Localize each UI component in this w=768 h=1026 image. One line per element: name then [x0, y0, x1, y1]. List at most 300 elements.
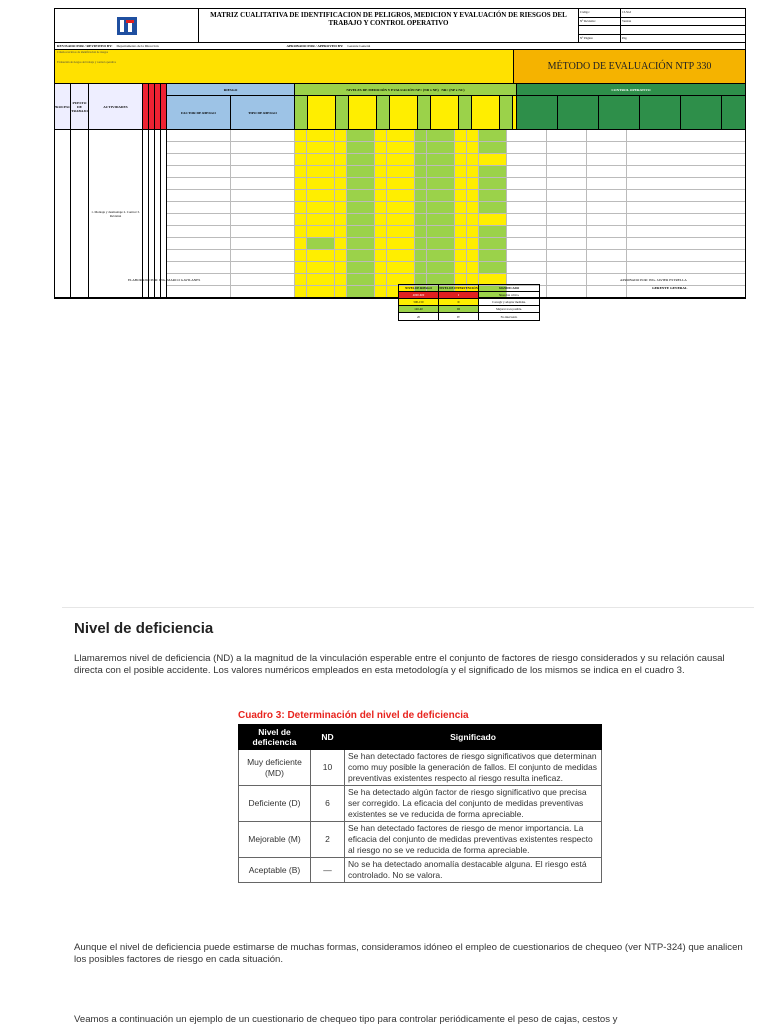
matrix-grid-cell	[547, 154, 587, 165]
cell-nd: 2	[311, 822, 345, 858]
cell-nivel: Aceptable (B)	[239, 858, 311, 883]
matrix-grid-cell	[167, 286, 231, 297]
footer-aprobado-sub: GERENTE GENERAL	[652, 286, 688, 290]
matrix-grid-cell	[455, 154, 467, 165]
col-niveles	[295, 84, 516, 96]
matrix-grid-cell	[507, 250, 547, 261]
matrix-grid-row	[167, 262, 745, 274]
matrix-grid-cell	[307, 214, 335, 225]
matrix-grid-cell	[347, 214, 375, 225]
matrix-grid-cell	[347, 226, 375, 237]
matrix-grid-cell	[627, 202, 745, 213]
matrix-grid-cell	[627, 238, 745, 249]
matrix-grid-cell	[375, 130, 387, 141]
matrix-grid-cell	[231, 130, 295, 141]
matrix-grid-cell	[295, 190, 307, 201]
meta-value: 13-SGI	[622, 10, 631, 14]
matrix-grid-cell	[467, 202, 479, 213]
matrix-grid-row	[167, 178, 745, 190]
matrix-grid-cell	[507, 178, 547, 189]
matrix-grid-cell	[415, 154, 427, 165]
section-heading: Nivel de deficiencia	[74, 620, 214, 637]
meta-value	[621, 26, 623, 34]
matrix-title: MATRIZ CUALITATIVA DE IDENTIFICACION DE PELIGROS, MEDICION Y EVALUACIÓN DE RIESGOS DEL TRABAJO Y CONTROL OPERATIVO	[199, 9, 579, 42]
matrix-grid-cell	[547, 274, 587, 285]
col-control: CONTROL OPERATIVO	[517, 84, 745, 96]
matrix-grid-cell	[627, 178, 745, 189]
col-tipo: TIPO DE RIESGO	[231, 96, 294, 129]
cell-significado: No se ha detectado anomalía destacable alguna. El riesgo está controlado. No se valora.	[345, 858, 602, 883]
matrix-grid-cell	[467, 214, 479, 225]
matrix-grid-cell	[167, 250, 231, 261]
niveles-subcols	[295, 96, 516, 129]
matrix-grid-cell	[375, 202, 387, 213]
meta-value: Pág.	[622, 35, 628, 40]
matrix-grid-cell	[295, 274, 307, 285]
matrix-grid-cell	[347, 190, 375, 201]
cell-nivel: Muy deficiente (MD)	[239, 750, 311, 786]
matrix-grid-cell	[415, 238, 427, 249]
meta-key: N° Página:	[579, 35, 621, 44]
matrix-grid-cell	[479, 166, 507, 177]
approved-label: APROBADO POR / APPROVED BY:	[286, 44, 344, 48]
table-row	[239, 750, 602, 786]
section-divider	[62, 607, 754, 608]
matrix-grid-cell	[587, 202, 627, 213]
matrix-grid-cell	[307, 262, 335, 273]
matrix-grid-cell	[387, 154, 415, 165]
matrix-grid-cell	[335, 286, 347, 297]
legend-range: 4000-600	[399, 292, 439, 298]
matrix-grid-cell	[467, 250, 479, 261]
matrix-grid-cell	[415, 130, 427, 141]
matrix-grid	[167, 130, 745, 297]
cell-nd: —	[311, 858, 345, 883]
matrix-grid-cell	[427, 142, 455, 153]
matrix-grid-cell	[231, 142, 295, 153]
matrix-grid-cell	[295, 166, 307, 177]
matrix-grid-cell	[547, 238, 587, 249]
matrix-grid-cell	[307, 226, 335, 237]
criteria-text-2: Evaluación de riesgos del trabajo y control operativo	[57, 60, 117, 64]
matrix-grid-cell	[375, 190, 387, 201]
reviewed-by: Departamento de la Dirección	[116, 44, 159, 48]
matrix-grid-cell	[375, 214, 387, 225]
matrix-column-headers	[55, 84, 745, 130]
matrix-grid-cell	[295, 286, 307, 297]
matrix-grid-cell	[587, 286, 627, 297]
matrix-grid-cell	[335, 226, 347, 237]
matrix-grid-cell	[167, 130, 231, 141]
matrix-grid-cell	[335, 154, 347, 165]
matrix-grid-row	[167, 226, 745, 238]
matrix-left-col	[55, 130, 167, 297]
matrix-grid-cell	[415, 262, 427, 273]
matrix-grid-cell	[347, 166, 375, 177]
matrix-grid-cell	[587, 142, 627, 153]
legend-header: NIVEL DE INTERVENCIÓN	[439, 286, 478, 290]
niveles-label: NIVELES DE MEDICIÓN Y EVALUACIÓN NP= (ND x NE)	[346, 87, 439, 92]
matrix-grid-cell	[467, 226, 479, 237]
matrix-grid-row	[167, 250, 745, 262]
matrix-grid-cell	[347, 238, 375, 249]
cell-significado: Se han detectado factores de riesgo de menor importancia. La eficacia del conjunto de medidas preventivas existentes respecto al riesgo no se ve reducida de forma apreciable.	[345, 822, 602, 858]
matrix-grid-cell	[335, 214, 347, 225]
matrix-grid-cell	[335, 238, 347, 249]
table-row	[239, 858, 602, 883]
matrix-body	[55, 130, 745, 298]
matrix-grid-cell	[547, 286, 587, 297]
meta-value: Versión	[622, 18, 632, 23]
col-riesgo: RIESGO	[167, 84, 294, 96]
matrix-grid-cell	[387, 214, 415, 225]
matrix-grid-cell	[167, 214, 231, 225]
matrix-grid-cell	[467, 142, 479, 153]
matrix-grid-cell	[587, 250, 627, 261]
matrix-grid-cell	[295, 178, 307, 189]
matrix-grid-cell	[427, 130, 455, 141]
matrix-grid-cell	[231, 286, 295, 297]
matrix-grid-cell	[455, 130, 467, 141]
matrix-meta	[579, 9, 745, 42]
matrix-grid-row	[167, 214, 745, 226]
matrix-grid-cell	[387, 142, 415, 153]
matrix-grid-cell	[375, 274, 387, 285]
matrix-grid-cell	[295, 130, 307, 141]
matrix-grid-cell	[335, 142, 347, 153]
matrix-grid-cell	[295, 214, 307, 225]
matrix-grid-cell	[427, 202, 455, 213]
method-title: MÉTODO DE EVALUACIÓN NTP 330	[513, 50, 745, 83]
matrix-grid-cell	[231, 178, 295, 189]
matrix-grid-cell	[455, 262, 467, 273]
matrix-header	[55, 9, 745, 43]
paragraph-checklist: Aunque el nivel de deficiencia puede estimarse de muchas formas, consideramos idóneo el empleo de cuestionarios de chequeo (ver NTP-324) que analicen los posibles factores de riesgo en cada situación.	[74, 942, 743, 965]
matrix-grid-cell	[455, 250, 467, 261]
matrix-grid-cell	[335, 202, 347, 213]
legend-header: SIGNIFICADO	[498, 286, 520, 290]
cell-significado: Se ha detectado algún factor de riesgo significativo que precisa ser corregido. La eficacia del conjunto de medidas preventivas existentes se ve reducida de forma apreciable.	[345, 786, 602, 822]
approved-by: Gerente General	[347, 44, 371, 48]
puesto-cell	[71, 130, 89, 297]
matrix-grid-cell	[295, 154, 307, 165]
matrix-grid-cell	[415, 202, 427, 213]
matrix-grid-cell	[307, 142, 335, 153]
matrix-grid-cell	[455, 238, 467, 249]
matrix-grid-cell	[467, 130, 479, 141]
matrix-grid-cell	[507, 226, 547, 237]
matrix-grid-cell	[627, 154, 745, 165]
matrix-grid-cell	[507, 190, 547, 201]
matrix-grid-cell	[547, 130, 587, 141]
criteria-band	[55, 50, 745, 84]
document-body	[74, 620, 754, 687]
table-caption: Cuadro 3: Determinación del nivel de deficiencia	[238, 710, 469, 721]
matrix-grid-cell	[295, 226, 307, 237]
meta-key: Código:	[579, 9, 621, 17]
legend-text: Mejorar si es posible.	[496, 307, 522, 311]
matrix-grid-cell	[307, 166, 335, 177]
matrix-grid-cell	[427, 178, 455, 189]
matrix-grid-cell	[335, 178, 347, 189]
matrix-grid-cell	[479, 202, 507, 213]
meta-key: N° Revisión:	[579, 18, 621, 26]
matrix-grid-cell	[307, 190, 335, 201]
matrix-grid-cell	[375, 262, 387, 273]
matrix-grid-cell	[479, 214, 507, 225]
matrix-grid-cell	[479, 226, 507, 237]
matrix-grid-cell	[415, 142, 427, 153]
matrix-grid-cell	[627, 226, 745, 237]
company-logo	[55, 9, 199, 42]
cell-significado: Se han detectado factores de riesgo significativos que determinan como muy posible la generación de fallos. El conjunto de medidas preventivas existentes respecto al riesgo resulta ineficaz.	[345, 750, 602, 786]
matrix-grid-cell	[295, 202, 307, 213]
matrix-grid-cell	[467, 154, 479, 165]
legend-header: NIVEL DE RIESGO	[399, 285, 439, 291]
matrix-grid-cell	[479, 262, 507, 273]
matrix-grid-cell	[479, 142, 507, 153]
legend-text: Corregir y adoptar medidas.	[492, 300, 526, 304]
intro-paragraph: Llamaremos nivel de deficiencia (ND) a la magnitud de la vinculación esperable entre el conjunto de factores de riesgo considerados y su relación causal directa con el posible accidente. Los valores numéricos empleados en esta metodología y el significado de los mismos se indica en el cuadro 3.	[74, 653, 725, 676]
risk-legend	[398, 284, 540, 321]
legend-level: III	[439, 306, 479, 312]
th-nd: ND	[311, 725, 345, 750]
meta-key	[579, 26, 621, 34]
matrix-grid-cell	[455, 178, 467, 189]
matrix-grid-cell	[375, 178, 387, 189]
matrix-grid-cell	[387, 226, 415, 237]
matrix-grid-cell	[231, 250, 295, 261]
matrix-grid-cell	[455, 202, 467, 213]
matrix-grid-cell	[347, 154, 375, 165]
footer-elaborado: ELABORADO POR: ING. MARCO GAVILANES	[128, 278, 201, 282]
matrix-grid-cell	[467, 238, 479, 249]
matrix-grid-cell	[467, 178, 479, 189]
matrix-grid-cell	[307, 202, 335, 213]
matrix-grid-cell	[347, 262, 375, 273]
matrix-grid-cell	[547, 214, 587, 225]
matrix-grid-cell	[295, 262, 307, 273]
matrix-grid-cell	[427, 166, 455, 177]
cell-nd: 10	[311, 750, 345, 786]
matrix-grid-cell	[507, 166, 547, 177]
matrix-grid-cell	[387, 166, 415, 177]
legend-text: No intervenir.	[500, 314, 518, 319]
matrix-grid-cell	[167, 262, 231, 273]
reviewed-label: REVISADO POR / REVIEWED BY:	[57, 44, 113, 48]
matrix-grid-cell	[479, 130, 507, 141]
actividades-cell: 1. Montaje y desmontaje 2. Control 3. Revisión	[89, 130, 143, 297]
matrix-grid-cell	[587, 262, 627, 273]
matrix-grid-cell	[507, 154, 547, 165]
matrix-grid-cell	[627, 190, 745, 201]
matrix-grid-cell	[295, 238, 307, 249]
matrix-grid-cell	[507, 214, 547, 225]
matrix-grid-cell	[455, 214, 467, 225]
matrix-grid-cell	[335, 130, 347, 141]
matrix-grid-cell	[231, 238, 295, 249]
matrix-grid-cell	[415, 214, 427, 225]
matrix-grid-cell	[547, 178, 587, 189]
legend-text: Situación crítica.	[498, 293, 520, 297]
matrix-grid-cell	[167, 142, 231, 153]
matrix-grid-cell	[387, 178, 415, 189]
matrix-grid-row	[167, 166, 745, 178]
matrix-grid-cell	[167, 190, 231, 201]
criteria-text	[55, 50, 513, 83]
matrix-grid-cell	[627, 214, 745, 225]
matrix-grid-cell	[307, 250, 335, 261]
matrix-grid-cell	[507, 262, 547, 273]
matrix-grid-cell	[547, 202, 587, 213]
matrix-grid-cell	[467, 190, 479, 201]
matrix-grid-cell	[547, 166, 587, 177]
matrix-grid-cell	[507, 142, 547, 153]
matrix-grid-cell	[231, 226, 295, 237]
footer-aprobado: APROBADO POR: ING. JAVIER ESTRELLA	[620, 278, 687, 282]
nr-label: NR= (NP x NC)	[441, 87, 465, 92]
matrix-grid-cell	[587, 154, 627, 165]
matrix-grid-cell	[307, 130, 335, 141]
matrix-grid-cell	[167, 178, 231, 189]
matrix-grid-cell	[455, 142, 467, 153]
matrix-grid-cell	[335, 190, 347, 201]
matrix-grid-cell	[231, 262, 295, 273]
matrix-grid-cell	[335, 250, 347, 261]
matrix-grid-cell	[479, 154, 507, 165]
matrix-grid-cell	[587, 130, 627, 141]
matrix-grid-cell	[507, 130, 547, 141]
matrix-grid-cell	[295, 250, 307, 261]
legend-range: 20	[399, 313, 439, 320]
matrix-grid-row	[167, 190, 745, 202]
matrix-grid-cell	[427, 238, 455, 249]
matrix-grid-cell	[347, 274, 375, 285]
col-actividades: ACTIVIDADES	[89, 84, 143, 129]
th-significado: Significado	[345, 725, 602, 750]
matrix-grid-cell	[627, 142, 745, 153]
matrix-grid-cell	[427, 226, 455, 237]
matrix-grid-cell	[167, 154, 231, 165]
proceso-cell	[55, 130, 71, 297]
matrix-grid-cell	[587, 238, 627, 249]
matrix-grid-row	[167, 142, 745, 154]
matrix-grid-cell	[231, 214, 295, 225]
matrix-grid-cell	[387, 190, 415, 201]
legend-range: 500-150	[399, 299, 439, 305]
matrix-grid-row	[167, 130, 745, 142]
matrix-grid-cell	[415, 226, 427, 237]
deficiency-table	[238, 724, 602, 883]
table-row	[239, 786, 602, 822]
matrix-grid-cell	[479, 238, 507, 249]
matrix-grid-cell	[415, 166, 427, 177]
control-subcols	[517, 96, 745, 129]
matrix-grid-cell	[335, 166, 347, 177]
matrix-grid-cell	[587, 190, 627, 201]
matrix-grid-cell	[307, 178, 335, 189]
legend-level: II	[439, 299, 479, 305]
matrix-grid-cell	[587, 166, 627, 177]
matrix-grid-cell	[415, 250, 427, 261]
matrix-grid-cell	[587, 178, 627, 189]
matrix-grid-cell	[587, 226, 627, 237]
matrix-grid-cell	[347, 142, 375, 153]
matrix-grid-cell	[347, 178, 375, 189]
matrix-grid-cell	[427, 190, 455, 201]
paragraph-example: Veamos a continuación un ejemplo de un cuestionario de chequeo tipo para controlar periódicamente el peso de cajas, cestos y	[74, 1014, 618, 1025]
matrix-grid-cell	[507, 238, 547, 249]
matrix-grid-cell	[427, 214, 455, 225]
matrix-grid-cell	[587, 214, 627, 225]
matrix-grid-cell	[455, 226, 467, 237]
matrix-grid-cell	[627, 166, 745, 177]
matrix-grid-cell	[375, 286, 387, 297]
matrix-grid-cell	[307, 238, 335, 249]
matrix-grid-cell	[387, 238, 415, 249]
matrix-grid-cell	[479, 178, 507, 189]
matrix-grid-cell	[427, 250, 455, 261]
risk-matrix	[54, 8, 746, 299]
matrix-grid-cell	[231, 202, 295, 213]
table-row	[239, 822, 602, 858]
matrix-grid-cell	[335, 262, 347, 273]
matrix-grid-row	[167, 238, 745, 250]
matrix-grid-cell	[347, 286, 375, 297]
matrix-grid-row	[167, 202, 745, 214]
legend-range: 120-40	[399, 306, 439, 312]
matrix-grid-cell	[467, 262, 479, 273]
matrix-grid-cell	[387, 202, 415, 213]
matrix-grid-cell	[479, 190, 507, 201]
matrix-grid-cell	[375, 250, 387, 261]
matrix-grid-cell	[627, 262, 745, 273]
table-header-row	[239, 725, 602, 750]
matrix-grid-cell	[547, 250, 587, 261]
matrix-grid-cell	[375, 142, 387, 153]
matrix-grid-cell	[455, 166, 467, 177]
cell-nivel: Deficiente (D)	[239, 786, 311, 822]
matrix-grid-cell	[547, 142, 587, 153]
matrix-grid-cell	[627, 250, 745, 261]
matrix-grid-cell	[231, 190, 295, 201]
matrix-grid-cell	[347, 250, 375, 261]
col-proceso: PROCESO	[55, 84, 71, 129]
matrix-grid-cell	[307, 154, 335, 165]
matrix-grid-cell	[167, 166, 231, 177]
matrix-grid-cell	[387, 250, 415, 261]
matrix-grid-cell	[415, 190, 427, 201]
matrix-grid-cell	[387, 130, 415, 141]
matrix-grid-cell	[167, 202, 231, 213]
matrix-grid-cell	[507, 202, 547, 213]
matrix-grid-cell	[231, 166, 295, 177]
matrix-grid-cell	[307, 274, 335, 285]
matrix-grid-cell	[307, 286, 335, 297]
matrix-grid-cell	[547, 262, 587, 273]
matrix-grid-cell	[427, 262, 455, 273]
matrix-grid-row	[167, 154, 745, 166]
matrix-grid-cell	[427, 154, 455, 165]
matrix-grid-cell	[479, 250, 507, 261]
matrix-grid-cell	[455, 190, 467, 201]
logo-icon	[115, 14, 139, 38]
cell-nd: 6	[311, 786, 345, 822]
col-puesto: PUESTO DE TRABAJO	[71, 84, 89, 129]
matrix-grid-cell	[167, 238, 231, 249]
matrix-grid-cell	[387, 262, 415, 273]
legend-level: IV	[439, 313, 479, 320]
